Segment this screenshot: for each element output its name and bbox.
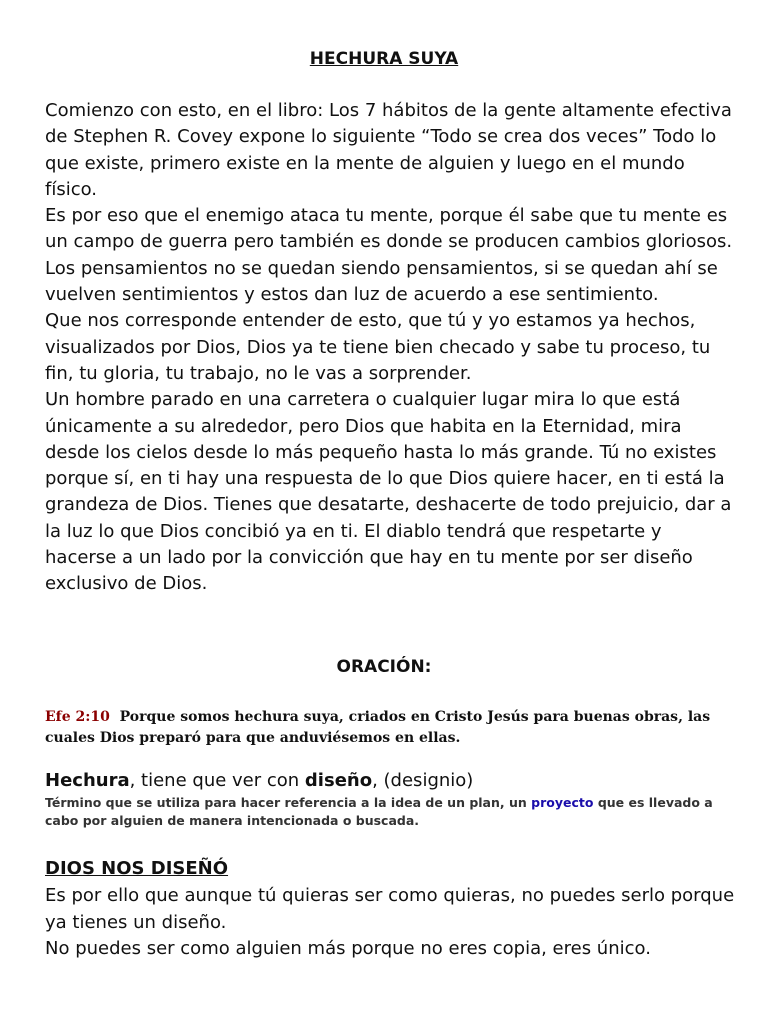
term-diseno: diseño [304,770,373,791]
definition-after: que es llevado a cabo por alguien de manera intencionada o buscada. [45,795,713,828]
hechura-definition-line [45,768,735,794]
paragraph: Que nos corresponde entender de esto, que tú y yo estamos ya hechos, visualizados por Dios, Dios ya te tiene bien checado y sabe tu proceso, tu fin, tu gloria, tu trabajo, no le vas a sorprender. [45,310,711,384]
paragraph: No puedes ser como alguien más porque no eres copia, eres único. [45,938,651,959]
paragraph: Es por ello que aunque tú quieras ser como quieras, no puedes serlo porque ya tienes un diseño. [45,885,735,933]
hechura-end: , (designio) [372,770,474,791]
definition-before: Término que se utiliza para hacer referencia a la idea de un plan, un [45,795,532,810]
bible-verse [45,707,735,749]
oracion-heading: ORACIÓN: [336,657,432,677]
section-body [45,883,735,963]
definition-text [45,794,735,830]
paragraph: Un hombre parado en una carretera o cualquier lugar mira lo que está únicamente a su alrededor, pero Dios que habita en la Eternidad, mira desde los cielos desde lo más pequeño hasta lo más grande. Tú no existes porque sí, en ti hay una respuesta de lo que Dios quiere hacer, en ti está la grandeza de Dios. Tienes que desatarte, deshacerte de todo prejuicio, dar a la luz lo que Dios concibió ya en ti. El diablo tendrá que respetarte y hacerse a un lado por la convicción que hay en tu mente por ser diseño exclusivo de Dios. [45,389,732,595]
paragraph: Es por eso que el enemigo ataca tu mente, porque él sabe que tu mente es un campo de guerra pero también es donde se producen cambios gloriosos. [45,205,733,253]
hechura-middle: , tiene que ver con [129,770,305,791]
body-text [45,98,735,598]
section-heading: DIOS NOS DISEÑÓ [45,858,229,879]
paragraph: Comienzo con esto, en el libro: Los 7 hábitos de la gente altamente efectiva de Stephen R. Covey expone lo siguiente “Todo se crea dos veces” Todo lo que existe, primero existe en la mente de alguien y luego en el mundo físico. [45,100,732,200]
document-title: HECHURA SUYA [309,49,459,69]
proyecto-link[interactable]: proyecto [531,795,594,810]
verse-reference: Efe 2:10 [45,709,110,725]
paragraph: Los pensamientos no se quedan siendo pensamientos, si se quedan ahí se vuelven sentimientos y estos dan luz de acuerdo a ese sentimiento. [45,257,718,306]
term-hechura: Hechura [45,770,130,791]
verse-text: Porque somos hechura suya, criados en Cristo Jesús para buenas obras, las cuales Dios preparó para que anduviésemos en ellas. [45,709,711,746]
